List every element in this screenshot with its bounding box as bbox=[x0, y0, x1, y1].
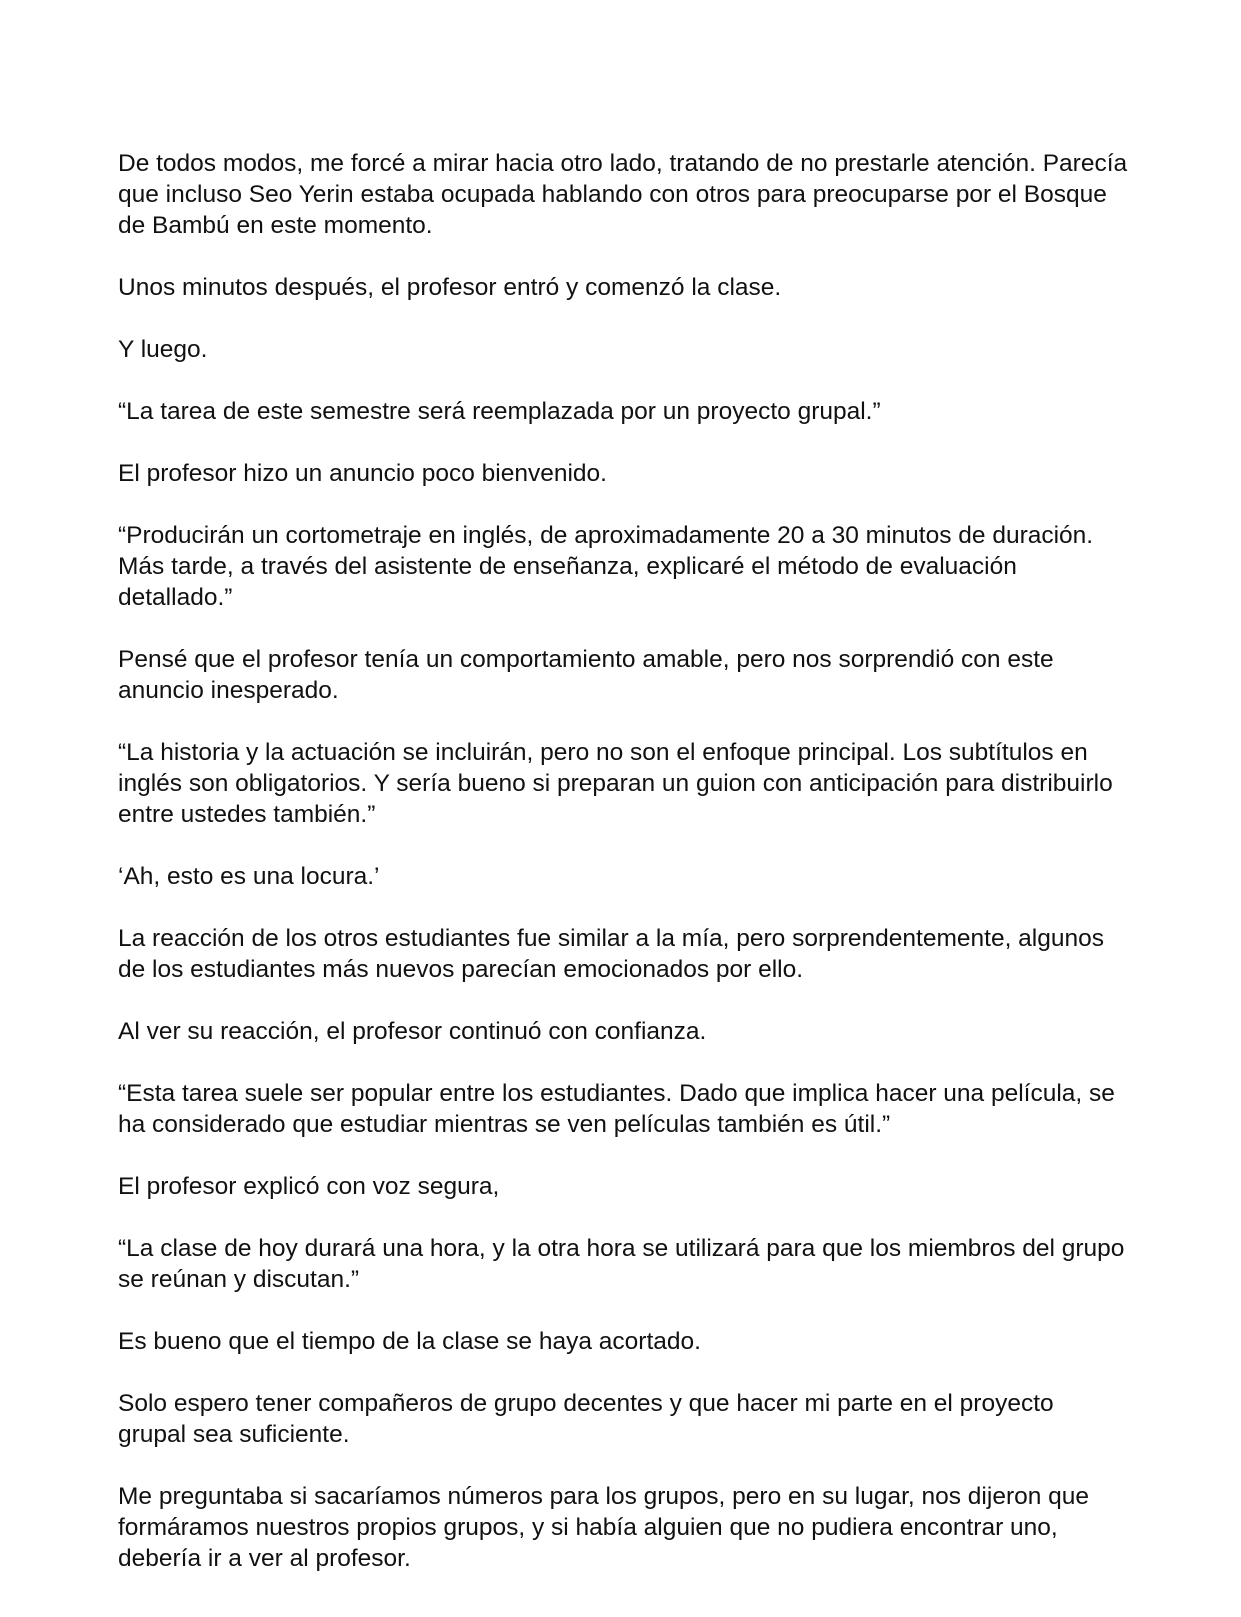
paragraph: De todos modos, me forcé a mirar hacia otro lado, tratando de no prestarle atención. Parecía que incluso Seo Yerin estaba ocupada hablando con otros para preocuparse por el Bosque de Bambú en este momento. bbox=[118, 150, 1128, 239]
paragraph: Es bueno que el tiempo de la clase se haya acortado. bbox=[118, 1328, 701, 1355]
paragraph: Unos minutos después, el profesor entró y comenzó la clase. bbox=[118, 274, 782, 301]
paragraph: “Esta tarea suele ser popular entre los estudiantes. Dado que implica hacer una película, se ha considerado que estudiar mientras se ven películas también es útil.” bbox=[118, 1080, 1115, 1138]
paragraph: Y luego. bbox=[118, 336, 208, 363]
paragraph: Solo espero tener compañeros de grupo decentes y que hacer mi parte en el proyecto grupal sea suficiente. bbox=[118, 1390, 1054, 1448]
paragraph: “La historia y la actuación se incluirán, pero no son el enfoque principal. Los subtítulos en inglés son obligatorios. Y sería bueno si preparan un guion con anticipación para distribuirlo entre ustedes también.” bbox=[118, 739, 1113, 828]
paragraph: ‘Ah, esto es una locura.’ bbox=[118, 863, 380, 890]
paragraph: “Producirán un cortometraje en inglés, de aproximadamente 20 a 30 minutos de duración. Más tarde, a través del asistente de enseñanza, explicaré el método de evaluación detallado.” bbox=[118, 522, 1094, 611]
paragraph: Al ver su reacción, el profesor continuó con confianza. bbox=[118, 1018, 707, 1045]
paragraph: “La tarea de este semestre será reemplazada por un proyecto grupal.” bbox=[118, 398, 881, 425]
paragraph: “La clase de hoy durará una hora, y la otra hora se utilizará para que los miembros del grupo se reúnan y discutan.” bbox=[118, 1235, 1125, 1293]
document-body bbox=[118, 148, 1128, 1574]
paragraph: El profesor hizo un anuncio poco bienvenido. bbox=[118, 460, 607, 487]
paragraph: Pensé que el profesor tenía un comportamiento amable, pero nos sorprendió con este anuncio inesperado. bbox=[118, 646, 1054, 704]
paragraph: La reacción de los otros estudiantes fue similar a la mía, pero sorprendentemente, algunos de los estudiantes más nuevos parecían emocionados por ello. bbox=[118, 925, 1105, 983]
paragraph: El profesor explicó con voz segura, bbox=[118, 1173, 500, 1200]
paragraph: Me preguntaba si sacaríamos números para los grupos, pero en su lugar, nos dijeron que formáramos nuestros propios grupos, y si había alguien que no pudiera encontrar uno, debería ir a ver al profesor. bbox=[118, 1483, 1090, 1572]
